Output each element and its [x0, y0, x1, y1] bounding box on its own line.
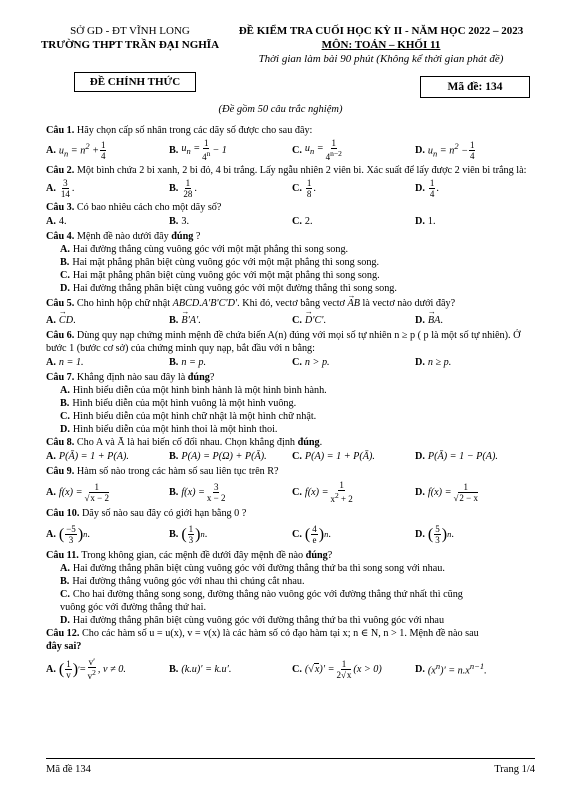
q2-options: [46, 178, 538, 199]
q10-option-c: C. ( $\frac{4}{e}$ ) n .: [292, 523, 331, 545]
questions: [46, 124, 538, 684]
q2-option-b: B. $\frac{1}{28}$ .: [169, 178, 197, 199]
q11-option-a: A. Hai đường thẳng phân biệt cùng vuông góc với đường thẳng thứ ba thì song song với nhau.: [60, 563, 445, 574]
q10-option-d: D. ( $\frac{5}{3}$ ) n .: [415, 523, 454, 545]
question-2: Câu 2. Một bình chứa 2 bi xanh, 2 bi đỏ, 4 bi trắng. Lấy ngẫu nhiên 2 viên bi. Xác suất để lấy được 2 viên bi trắng là:: [46, 165, 527, 176]
question-3: Câu 3. Có bao nhiêu cách cho một dãy số?: [46, 202, 222, 213]
question-6: Câu 6. Dùng quy nạp chứng minh mệnh đề chứa biến A(n) đúng với mọi số tự nhiên n ≥ p ( p là một số tự nhiên). Ở bước 1 (bước cơ sở) của chứng minh quy nạp, bắt đầu với n bằng:: [46, 330, 521, 354]
q4-option-d: D. Hai đường thẳng phân biệt cùng vuông góc với một đường thẳng thì song song.: [60, 283, 397, 294]
q3-option-c: C. 2.: [292, 216, 313, 227]
q3-option-b: B. 3.: [169, 216, 189, 227]
q7-option-d: D. Hình biểu diễn của một hình thoi là một hình thoi.: [60, 424, 278, 435]
q6-options: [46, 356, 538, 369]
header-right: [226, 24, 536, 66]
time-limit: Thời gian làm bài 90 phút (Không kể thời gian phát đề): [258, 53, 504, 65]
q11-option-c: C. Cho hai đường thẳng song song, đường thẳng nào vuông góc với đường thẳng thứ nhất thì cũng: [60, 589, 463, 600]
q8-options: [46, 450, 538, 463]
q12-option-a: A. ( $\frac{1}{v}$ ) ′ = $\frac{v'}{v^2}$ , v ≠ 0.: [46, 657, 126, 681]
q6-option-c: C. n > p.: [292, 357, 330, 368]
q5-options: [46, 314, 538, 327]
q5-option-a: A. → CD .: [46, 314, 169, 327]
q2-option-a: A. $\frac{3}{14}$ .: [46, 178, 75, 199]
q11-option-d: D. Hai đường thẳng phân biệt cùng vuông góc với đường thẳng thứ ba thì vuông góc với nhau: [60, 615, 445, 626]
question-9: Câu 9. Hàm số nào trong các hàm số sau liên tục trên R?: [46, 466, 279, 477]
q4-option-c: C. Hai mặt phẳng phân biệt cùng vuông góc với một mặt phẳng thì song song.: [60, 270, 380, 281]
q12-option-d: D. $(x^n)' = n.x^{n-1}$.: [415, 661, 487, 677]
question-12: Câu 12. Cho các hàm số u = u(x), v = v(x) là các hàm số có đạo hàm tại x; n ∈ N, n > 1. Mệnh đề nào sau: [46, 628, 479, 639]
q8-option-b: B. P(A) = P(Ω) + P(Ā).: [169, 451, 267, 462]
q10-option-a: A. ( $\frac{-5}{3}$ ) n .: [46, 523, 90, 545]
question-10: Câu 10. Dãy số nào sau đây có giới hạn bằng 0 ?: [46, 508, 247, 519]
question-12-cont: đây sai?: [46, 641, 82, 652]
q11-option-c-cont: vuông góc với đường thẳng thứ hai.: [60, 602, 207, 613]
dept-name: SỞ GD - ĐT VĨNH LONG: [70, 25, 190, 37]
q12-option-c: C. (√x)′ = $\frac{1}{2√x}$ (x > 0): [292, 658, 382, 680]
q2-option-d: D. $\frac{1}{4}$ .: [415, 178, 439, 199]
question-1: Câu 1. Hãy chọn cấp số nhân trong các dãy số được cho sau đây:: [46, 125, 313, 136]
footer-page: Trang 1/4: [494, 764, 535, 775]
q12-option-b: B. (k.u)′ = k.u′.: [169, 663, 232, 675]
question-5: Câu 5. Cho hình hộp chữ nhật ABCD.A'B'C'D'. Khi đó, vectơ bằng vectơ → AB là vectơ nào dưới đây?: [46, 297, 538, 310]
question-8: Câu 8. Cho A và Ā là hai biến cố đối nhau. Chọn khẳng định đúng.: [46, 437, 323, 448]
q6-option-b: B. n = p.: [169, 357, 207, 368]
q3-option-d: D. 1.: [415, 216, 436, 227]
q1-option-c: C. $u_n$ = $\frac{1}{4^{n-2}}$: [292, 138, 342, 162]
q8-option-a: A. P(Ā) = 1 + P(A).: [46, 451, 129, 462]
question-4: Câu 4. Mệnh đề nào dưới đây đúng ?: [46, 231, 201, 242]
q12-options: [46, 656, 538, 682]
q9-options: [46, 479, 538, 505]
q11-option-b: B. Hai đường thẳng vuông góc với nhau thì chúng cắt nhau.: [60, 576, 305, 587]
q10-option-b: B. ( $\frac{1}{3}$ ) n .: [169, 523, 208, 545]
exam-note: (Đề gồm 50 câu trắc nghiệm): [218, 104, 343, 115]
q1-options: [46, 138, 538, 162]
header-left: [30, 24, 230, 52]
subject: MÔN: TOÁN – KHỐI 11: [321, 39, 441, 51]
q7-option-b: B. Hình biểu diễn của một hình vuông là một hình vuông.: [60, 398, 297, 409]
q5-option-d: D. → BA .: [415, 314, 538, 327]
school-name: TRƯỜNG THPT TRẦN ĐẠI NGHĨA: [40, 39, 220, 51]
q2-option-c: C. $\frac{1}{8}$ .: [292, 178, 316, 199]
q4-option-b: B. Hai mặt phẳng phân biệt cùng vuông góc với một mặt phẳng thì song song.: [60, 257, 380, 268]
q7-option-c: C. Hình biểu diễn của một hình chữ nhật là một hình chữ nhật.: [60, 411, 317, 422]
q9-option-c: C. f(x) = $\frac{1}{x^2 + 2}$: [292, 480, 353, 504]
q9-option-d: D. f(x) = $\frac{1}{√2 - x}$: [415, 481, 478, 503]
footer-divider: [46, 758, 535, 759]
q8-option-d: D. P(Ā) = 1 − P(A).: [415, 451, 498, 462]
q1-option-b: B. $u_n$ = $\frac{1}{4^n}$ − 1: [169, 138, 227, 162]
q5-option-c: C. → D'C' .: [292, 314, 415, 327]
q1-option-d: D. $u_n = n^2$ − $\frac{1}{4}$: [415, 139, 475, 161]
footer-code: Mã đề 134: [46, 764, 91, 775]
q1-option-a: A. $u_n = n^2$ + $\frac{1}{4}$: [46, 139, 106, 161]
q3-option-a: A. 4.: [46, 216, 67, 227]
q10-options: [46, 521, 538, 547]
q8-option-c: C. P(A) = 1 + P(Ā).: [292, 451, 375, 462]
question-7: Câu 7. Khẳng định nào sau đây là đúng?: [46, 372, 215, 383]
q9-option-b: B. f(x) = $\frac{3}{x - 2}$: [169, 481, 226, 503]
q6-option-d: D. n ≥ p.: [415, 357, 452, 368]
q3-options: [46, 215, 538, 228]
q5-option-b: B. → B'A' .: [169, 314, 292, 327]
q7-option-a: A. Hình biểu diễn của một hình bình hành là một hình bình hành.: [60, 385, 327, 396]
official-box: ĐỀ CHÍNH THỨC: [74, 72, 196, 92]
question-11: Câu 11. Trong không gian, các mệnh đề dưới đây mệnh đề nào đúng?: [46, 550, 333, 561]
q9-option-a: A. f(x) = $\frac{1}{√x - 2}$: [46, 481, 109, 503]
q6-option-a: A. n = 1.: [46, 357, 84, 368]
exam-title: ĐỀ KIỂM TRA CUỐI HỌC KỲ II - NĂM HỌC 2022 – 2023: [238, 25, 524, 37]
q4-option-a: A. Hai đường thẳng cùng vuông góc với một mặt phẳng thì song song.: [60, 244, 349, 255]
exam-code-box: Mã đề: 134: [420, 76, 530, 98]
